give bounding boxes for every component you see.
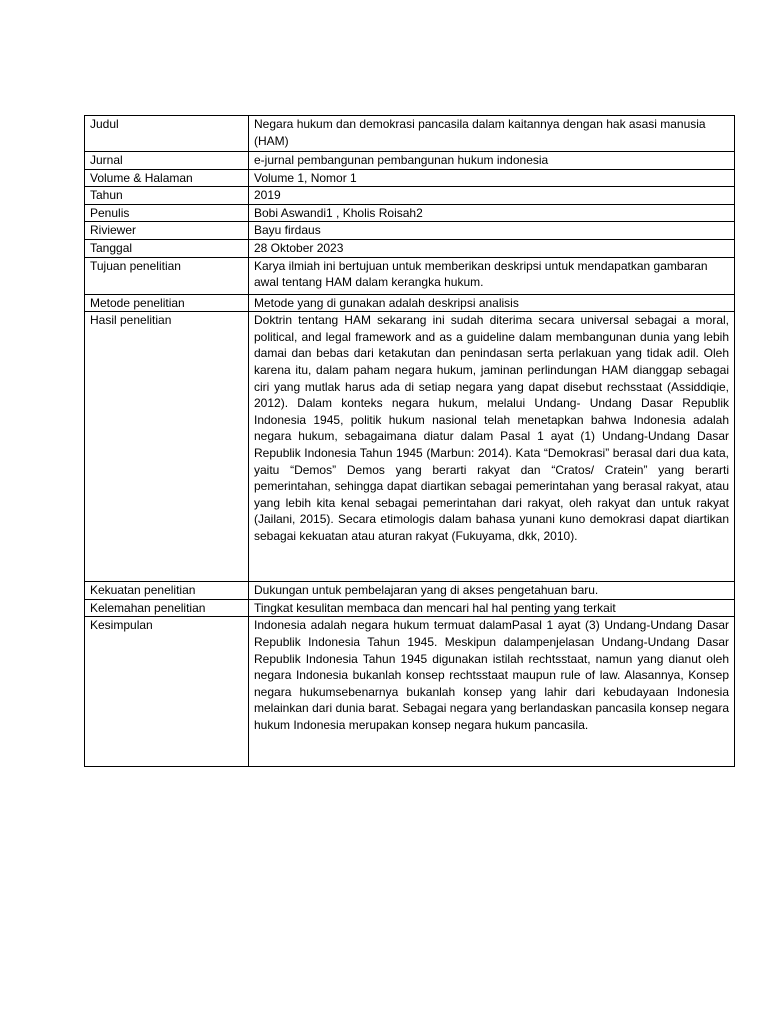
row-label-metode-penelitian: Metode penelitian <box>85 294 249 312</box>
row-label-tujuan-penelitian: Tujuan penelitian <box>85 257 249 294</box>
row-label-tanggal: Tanggal <box>85 239 249 257</box>
row-label-kesimpulan: Kesimpulan <box>85 617 249 767</box>
row-value-riviewer: Bayu firdaus <box>249 222 735 240</box>
row-label-kelemahan-penelitian: Kelemahan penelitian <box>85 599 249 617</box>
table-row-kesimpulan <box>85 617 735 767</box>
table-row-hasil-penelitian <box>85 312 735 582</box>
row-value-penulis: Bobi Aswandi1 , Kholis Roisah2 <box>249 204 735 222</box>
table-row-metode-penelitian <box>85 294 735 312</box>
row-label-kekuatan-penelitian: Kekuatan penelitian <box>85 582 249 600</box>
row-value-volume: Volume 1, Nomor 1 <box>249 169 735 187</box>
table-row-riviewer <box>85 222 735 240</box>
row-label-jurnal: Jurnal <box>85 152 249 170</box>
table-row-tanggal <box>85 239 735 257</box>
journal-review-table <box>84 115 735 767</box>
row-value-hasil-penelitian: Doktrin tentang HAM sekarang ini sudah diterima secara universal sebagai a moral, political, and legal framework and as a guideline dalam membangunan dunia yang lebih damai dan bebas dari ketakutan dan penindasan serta perlakuan yang tidak adil. Oleh karena itu, dalam paham negara hukum, jaminan perlindungan HAM dianggap sebagai ciri yang mutlak harus ada di setiap negara yang dapat disebut rechsstaat (Assiddiqie, 2012). Dalam konteks negara hukum, melalui Undang- Undang Dasar Republik Indonesia 1945, politik hukum nasional telah menetapkan bahwa Indonesia adalah negara hukum, sebagaimana diatur dalam Pasal 1 ayat (1) Undang-Undang Dasar Republik Indonesia Tahun 1945 (Marbun: 2014). Kata “Demokrasi” berasal dari dua kata, yaitu “Demos” Demos yang berarti rakyat dan “Cratos/ Cratein” yang berarti pemerintahan, sehingga dapat diartikan sebagai pemerintahan yang berasal rakyat, atau yang lebih kita kenal sebagai pemerintahan dari rakyat, oleh rakyat dan untuk rakyat (Jailani, 2015). Secara etimologis dalam bahasa yunani kuno demokrasi dapat diartikan sebagai kekuatan atau aturan rakyat (Fukuyama, dkk, 2010). <box>249 312 735 582</box>
row-value-kesimpulan: Indonesia adalah negara hukum termuat dalamPasal 1 ayat (3) Undang-Undang Dasar Republik Indonesia Tahun 1945. Meskipun dalampenjelasan Undang-Undang Dasar Republik Indonesia Tahun 1945 digunakan istilah rechtsstaat, namun yang dianut oleh negara Indonesia bukanlah konsep rechtsstaat maupun rule of law. Alasannya, Konsep negara hukumsebenarnya bukanlah konsep yang lahir dari kebudayaan Indonesia melainkan dari dunia barat. Sebagai negara yang berlandaskan pancasila konsep negara hukum Indonesia merupakan konsep negara hukum pancasila. <box>249 617 735 767</box>
row-value-jurnal: e-jurnal pembangunan pembangunan hukum indonesia <box>249 152 735 170</box>
row-label-volume: Volume & Halaman <box>85 169 249 187</box>
table-row-judul <box>85 116 735 152</box>
row-value-metode-penelitian: Metode yang di gunakan adalah deskripsi analisis <box>249 294 735 312</box>
row-value-judul: Negara hukum dan demokrasi pancasila dalam kaitannya dengan hak asasi manusia (HAM) <box>249 116 735 152</box>
row-label-penulis: Penulis <box>85 204 249 222</box>
row-label-hasil-penelitian: Hasil penelitian <box>85 312 249 582</box>
row-label-riviewer: Riviewer <box>85 222 249 240</box>
table-row-tujuan-penelitian <box>85 257 735 294</box>
row-value-kelemahan-penelitian: Tingkat kesulitan membaca dan mencari hal hal penting yang terkait <box>249 599 735 617</box>
table-row-kekuatan-penelitian <box>85 582 735 600</box>
table-row-tahun <box>85 187 735 205</box>
row-value-tanggal: 28 Oktober 2023 <box>249 239 735 257</box>
row-value-kekuatan-penelitian: Dukungan untuk pembelajaran yang di akses pengetahuan baru. <box>249 582 735 600</box>
table-row-volume <box>85 169 735 187</box>
row-label-judul: Judul <box>85 116 249 152</box>
table-row-jurnal <box>85 152 735 170</box>
row-value-tahun: 2019 <box>249 187 735 205</box>
table-row-penulis <box>85 204 735 222</box>
review-sheet <box>84 115 735 767</box>
row-label-tahun: Tahun <box>85 187 249 205</box>
table-row-kelemahan-penelitian <box>85 599 735 617</box>
row-value-tujuan-penelitian: Karya ilmiah ini bertujuan untuk memberikan deskripsi untuk mendapatkan gambaran awal tentang HAM dalam kerangka hukum. <box>249 257 735 294</box>
